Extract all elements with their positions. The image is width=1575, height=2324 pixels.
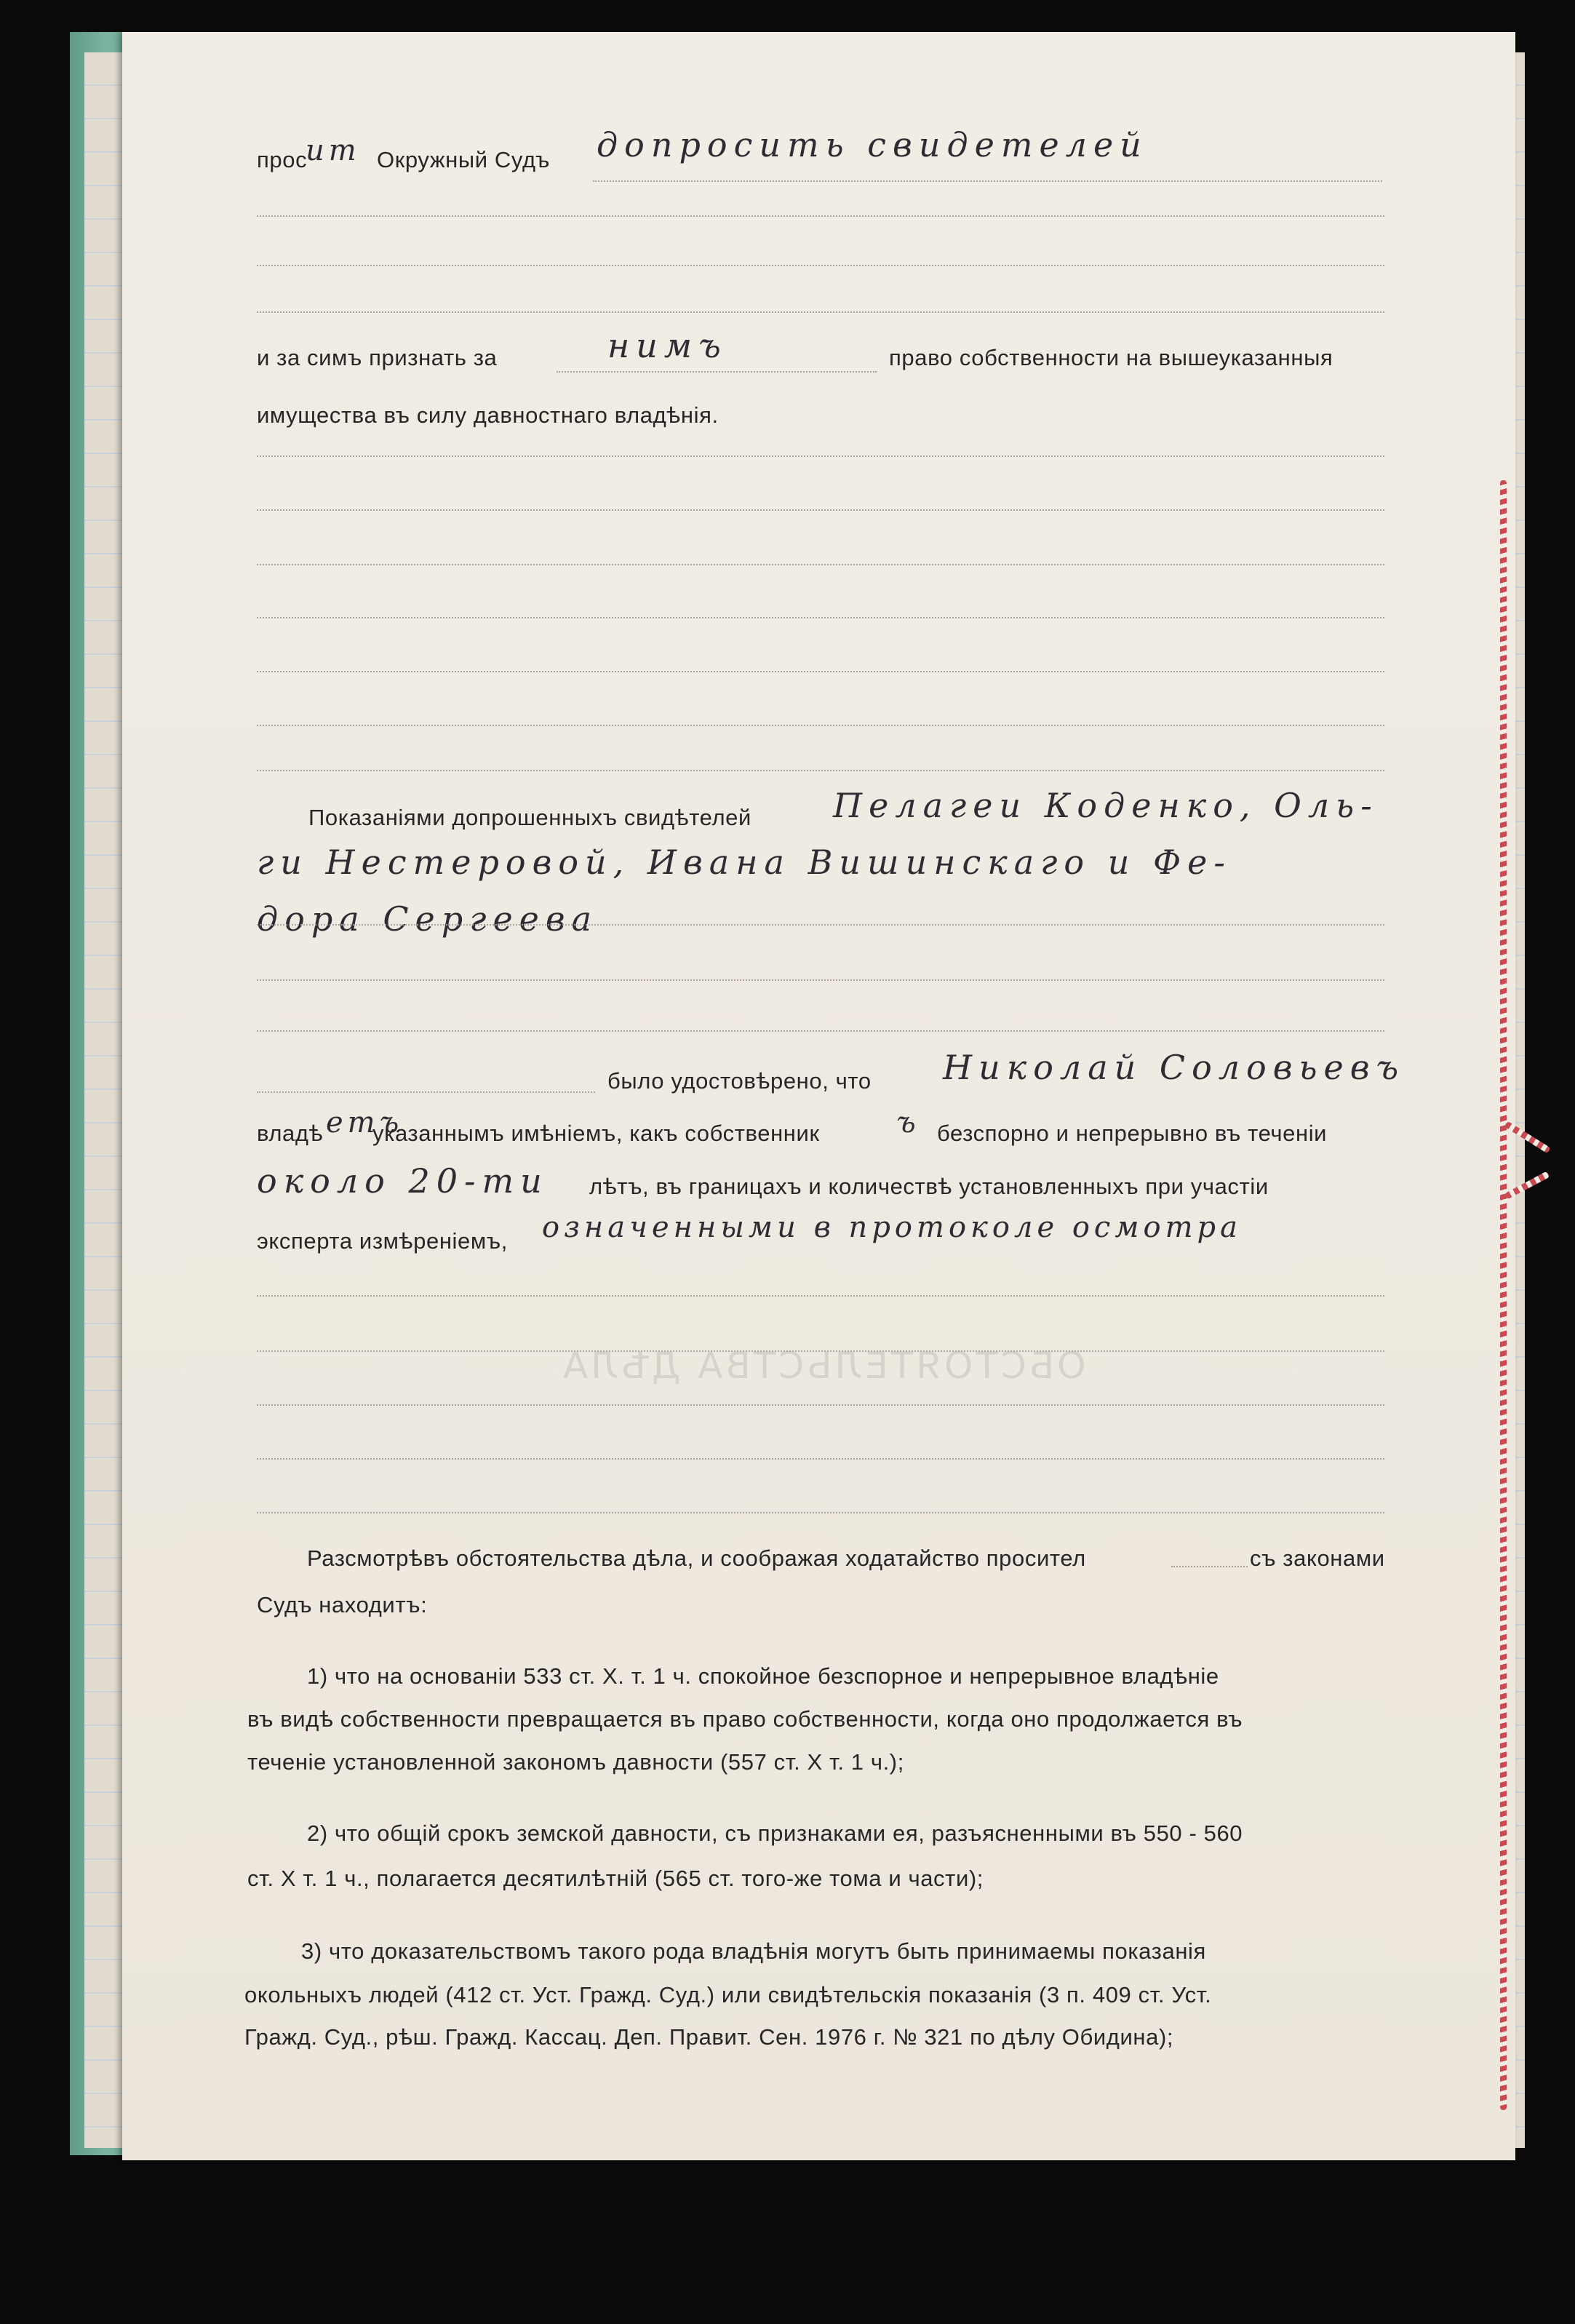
- fill-line: [257, 311, 1384, 313]
- considering-text: Разсмотрѣвъ обстоятельства дѣла, и соображая ходатайство просител: [307, 1545, 1086, 1571]
- handwritten-owner-name: Николай Соловьевъ: [943, 1048, 1405, 1087]
- certified-text: было удостовѣрено, что: [607, 1068, 872, 1094]
- years-boundaries-text: лѣтъ, въ границахъ и количествѣ установленныхъ при участіи: [589, 1174, 1269, 1199]
- fill-line: [257, 725, 1384, 726]
- fill-line: [257, 924, 1384, 926]
- handwritten-it: ит: [306, 134, 361, 167]
- witness-testimony-label: Показаніями допрошенныхъ свидѣтелей: [308, 805, 751, 830]
- district-court: Окружный Судъ: [377, 147, 550, 172]
- handwritten-him: нимъ: [607, 326, 727, 365]
- handwritten-witness-names-1: Пелагеи Коденко, Оль-: [833, 786, 1379, 825]
- point-3-line-1: 3) что доказательствомъ такого рода владѣнія могутъ быть принимаемы показанія: [301, 1938, 1206, 1964]
- fill-line: [257, 1350, 1384, 1352]
- expert-measurement-text: эксперта измѣреніемъ,: [257, 1228, 508, 1254]
- bleed-through-heading: ОБСТОЯТЕЛЬСТВА ДѢЛА: [560, 1345, 1086, 1387]
- fill-line: [257, 564, 1384, 565]
- undisputed-text: безспорно и непрерывно въ теченіи: [937, 1121, 1328, 1146]
- point-2-line-2: ст. X т. 1 ч., полагается десятилѣтній (565 ст. того-же тома и части);: [247, 1866, 984, 1891]
- point-1-line-1: 1) что на основаніи 533 ст. X. т. 1 ч. спокойное безспорное и непрерывное владѣніе: [307, 1663, 1219, 1689]
- court-finds-text: Судъ находитъ:: [257, 1592, 428, 1617]
- fill-line: [257, 215, 1384, 217]
- fill-line: [257, 509, 1384, 511]
- fill-line: [257, 1295, 1384, 1297]
- fill-line: [257, 1091, 595, 1093]
- fill-line: [257, 1404, 1384, 1406]
- ownership-right-text: право собственности на вышеуказанныя: [889, 345, 1333, 370]
- handwritten-owns-suffix: етъ: [326, 1106, 404, 1139]
- point-2-line-1: 2) что общій срокъ земской давности, съ признаками ея, разъясненными въ 550 - 560: [307, 1820, 1243, 1846]
- handwritten-about-20-years: около 20-ти: [257, 1161, 549, 1201]
- fill-line: [593, 180, 1382, 182]
- fill-line: [257, 1512, 1384, 1513]
- point-3-line-2: окольныхъ людей (412 ст. Уст. Гражд. Суд.) или свидѣтельскія показанія (3 п. 409 ст. Уст.: [244, 1982, 1212, 2007]
- handwritten-witness-names-2: ги Нестеровой, Ивана Вишинскаго и Фе-: [257, 843, 1232, 882]
- estate-text: указаннымъ имѣніемъ, какъ собственник: [372, 1121, 820, 1146]
- fill-line: [257, 265, 1384, 266]
- handwritten-owner-suffix: ъ: [896, 1106, 920, 1139]
- handwritten-question-witnesses: допросить свидетелей: [597, 125, 1148, 164]
- point-3-line-3: Гражд. Суд., рѣш. Гражд. Кассац. Деп. Правит. Сен. 1976 г. № 321 по дѣлу Обидина);: [244, 2024, 1174, 2050]
- fill-line: [1171, 1566, 1248, 1567]
- fill-line: [257, 770, 1384, 771]
- fill-line: [557, 371, 877, 373]
- point-1-line-3: теченіе установленной закономъ давности (557 ст. X т. 1 ч.);: [247, 1749, 904, 1775]
- point-1-line-2: въ видѣ собственности превращается въ право собственности, когда оно продолжается въ: [247, 1706, 1243, 1732]
- fill-line: [257, 979, 1384, 981]
- fill-line: [257, 1458, 1384, 1460]
- petition-prefix: прос: [257, 147, 308, 172]
- handwritten-witness-names-3: дора Сергеева: [257, 899, 599, 939]
- fill-line: [257, 1030, 1384, 1032]
- fill-line: [257, 671, 1384, 672]
- recognize-text: и за симъ признать за: [257, 345, 498, 370]
- prescription-text: имущества въ силу давностнаго владѣнія.: [257, 402, 719, 428]
- owns-text: владѣ: [257, 1121, 324, 1146]
- fill-line: [257, 455, 1384, 457]
- fill-line: [257, 617, 1384, 618]
- handwritten-inspection-protocol: означенными в протоколе осмотра: [542, 1211, 1242, 1244]
- with-laws-text: съ законами: [1250, 1545, 1385, 1571]
